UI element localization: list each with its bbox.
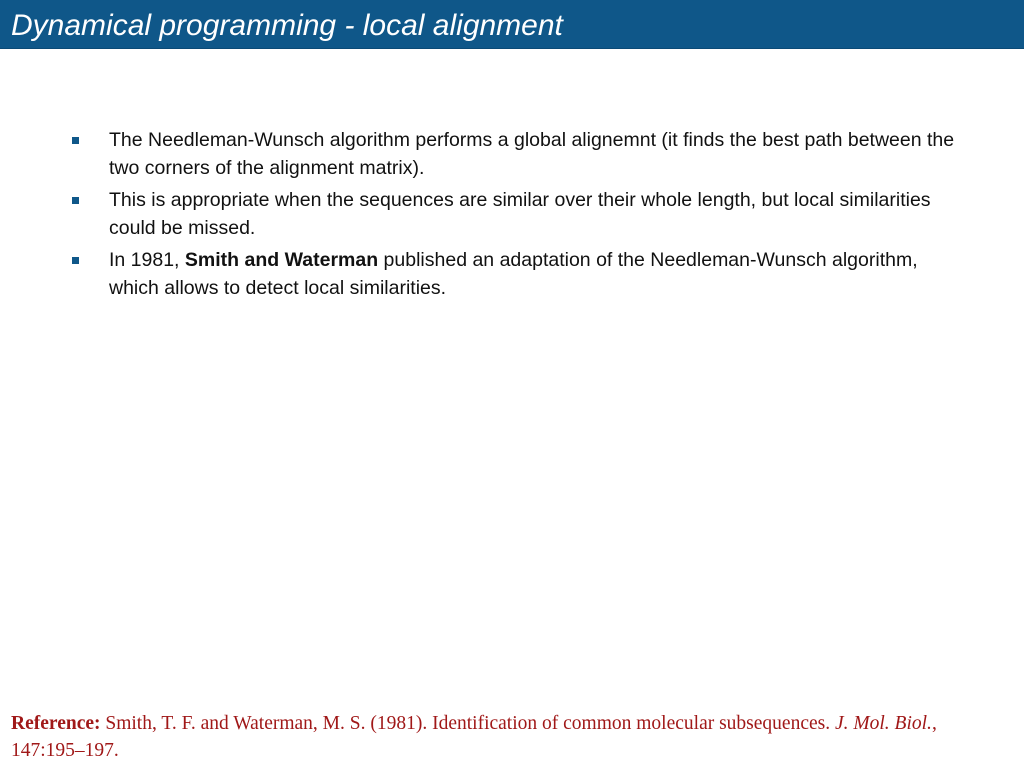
bullet-item (70, 246, 970, 302)
bullet-bold-text: Smith and Waterman (184, 249, 379, 271)
bullet-text: This is appropriate when the sequences are similar over their whole length, but local similarities could be missed. (109, 189, 931, 239)
square-bullet-icon (72, 257, 79, 264)
reference-authors: Smith, T. F. and Waterman, M. S. (1981). Identification of common molecular subsequences. (100, 713, 835, 734)
square-bullet-icon (72, 197, 79, 204)
square-bullet-icon (72, 137, 79, 144)
bullet-item (70, 126, 970, 182)
bullet-list (70, 126, 970, 306)
slide-title: Dynamical programming - local alignment (11, 9, 563, 42)
bullet-text-prefix: In 1981, (109, 249, 185, 271)
bullet-text: The Needleman-Wunsch algorithm performs a global alignemnt (it finds the best path between the two corners of the alignment matrix). (109, 129, 955, 179)
title-bar (0, 0, 1024, 49)
reference-label: Reference: (11, 713, 101, 734)
reference-pages: , 147:195–197. (11, 713, 937, 761)
reference-journal: J. Mol. Biol. (834, 713, 932, 734)
reference-citation (11, 710, 1006, 764)
bullet-item (70, 186, 970, 242)
bullet-text-suffix: published an adaptation of the Needleman-Wunsch algorithm, which allows to detect local similarities. (109, 249, 918, 299)
